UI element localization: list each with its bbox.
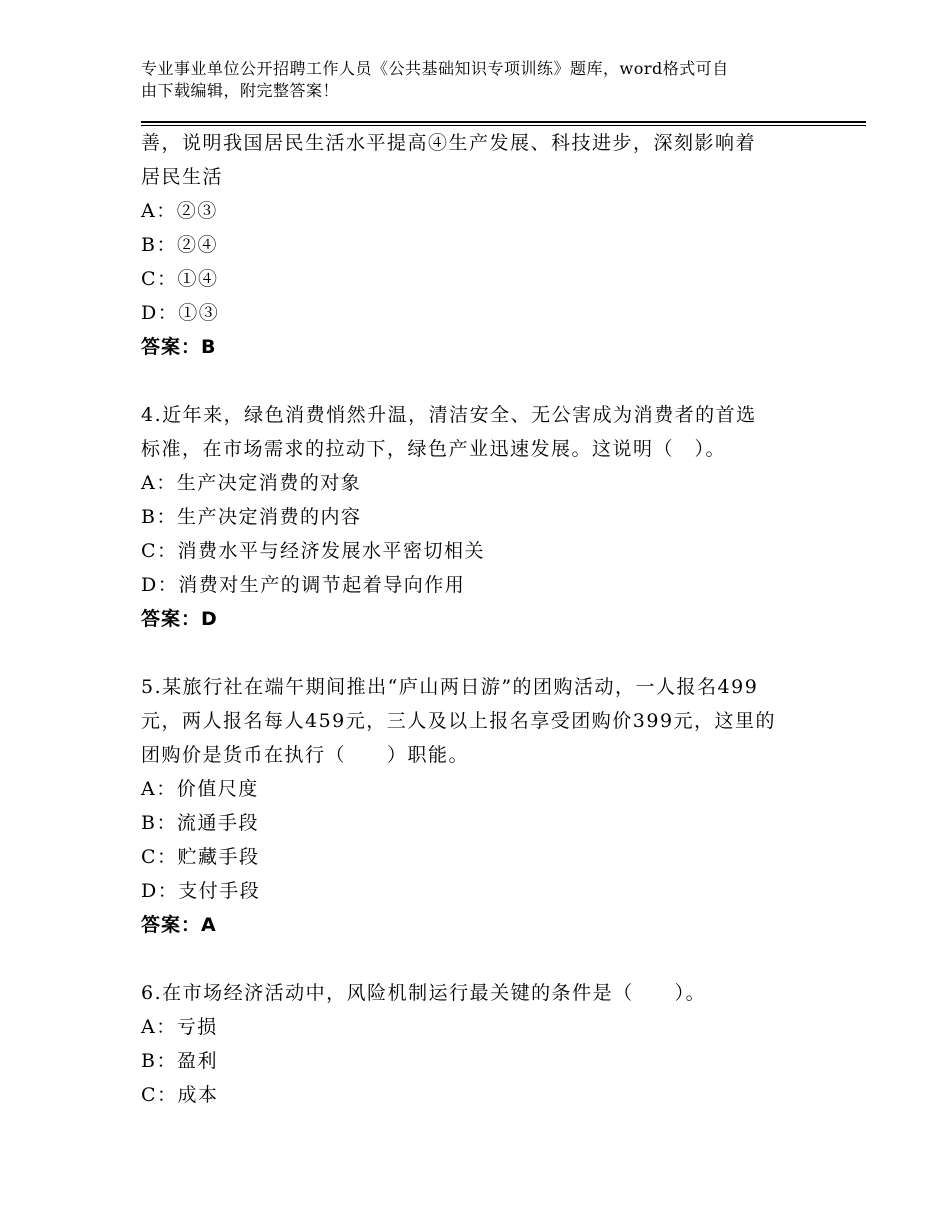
option-c: C：①④ xyxy=(141,268,219,290)
question-5 xyxy=(141,670,831,942)
question-4 xyxy=(141,398,831,636)
option-b: B：生产决定消费的内容 xyxy=(141,506,362,528)
answer-line: 答案：D xyxy=(141,608,218,630)
option-c: C：消费水平与经济发展水平密切相关 xyxy=(141,540,486,562)
option-b: B：盈利 xyxy=(141,1050,218,1072)
option-c: C：贮藏手段 xyxy=(141,846,260,868)
option-c: C：成本 xyxy=(141,1084,219,1106)
question-stem-line: 元，两人报名每人459元，三人及以上报名享受团购价399元，这里的 xyxy=(141,710,777,732)
spacer xyxy=(141,636,831,670)
option-a: A：生产决定消费的对象 xyxy=(141,472,362,494)
question-stem-line: 4.近年来，绿色消费悄然升温，清洁安全、无公害成为消费者的首选 xyxy=(141,404,757,426)
question-stem-line: 标准，在市场需求的拉动下，绿色产业迅速发展。这说明（ ）。 xyxy=(141,438,727,460)
option-a: A：亏损 xyxy=(141,1016,218,1038)
option-a: A：价值尺度 xyxy=(141,778,259,800)
question-6 xyxy=(141,976,831,1112)
question-stem-line: 善，说明我国居民生活水平提高④生产发展、科技进步，深刻影响着 xyxy=(141,132,757,154)
option-d: D：消费对生产的调节起着导向作用 xyxy=(141,574,466,596)
option-b: B：②④ xyxy=(141,234,218,256)
question-stem-line: 团购价是货币在执行（ ）职能。 xyxy=(141,744,470,766)
question-stem-line: 居民生活 xyxy=(141,166,224,188)
spacer xyxy=(141,364,831,398)
option-d: D：①③ xyxy=(141,302,220,324)
header-line-1: 专业事业单位公开招聘工作人员《公共基础知识专项训练》题库，word格式可自 xyxy=(141,59,729,78)
option-a: A：②③ xyxy=(141,200,218,222)
answer-line: 答案：B xyxy=(141,336,217,358)
question-3 xyxy=(141,126,831,364)
spacer xyxy=(141,942,831,976)
answer-line: 答案：A xyxy=(141,914,217,936)
header-line-2: 由下载编辑，附完整答案！ xyxy=(141,81,340,100)
question-stem-line: 5.某旅行社在端午期间推出“庐山两日游”的团购活动，一人报名499 xyxy=(141,676,759,698)
question-list xyxy=(141,126,831,1112)
question-stem-line: 6.在市场经济活动中，风险机制运行最关键的条件是（ ）。 xyxy=(141,982,707,1004)
option-b: B：流通手段 xyxy=(141,812,259,834)
option-d: D：支付手段 xyxy=(141,880,261,902)
page-header xyxy=(141,58,821,102)
